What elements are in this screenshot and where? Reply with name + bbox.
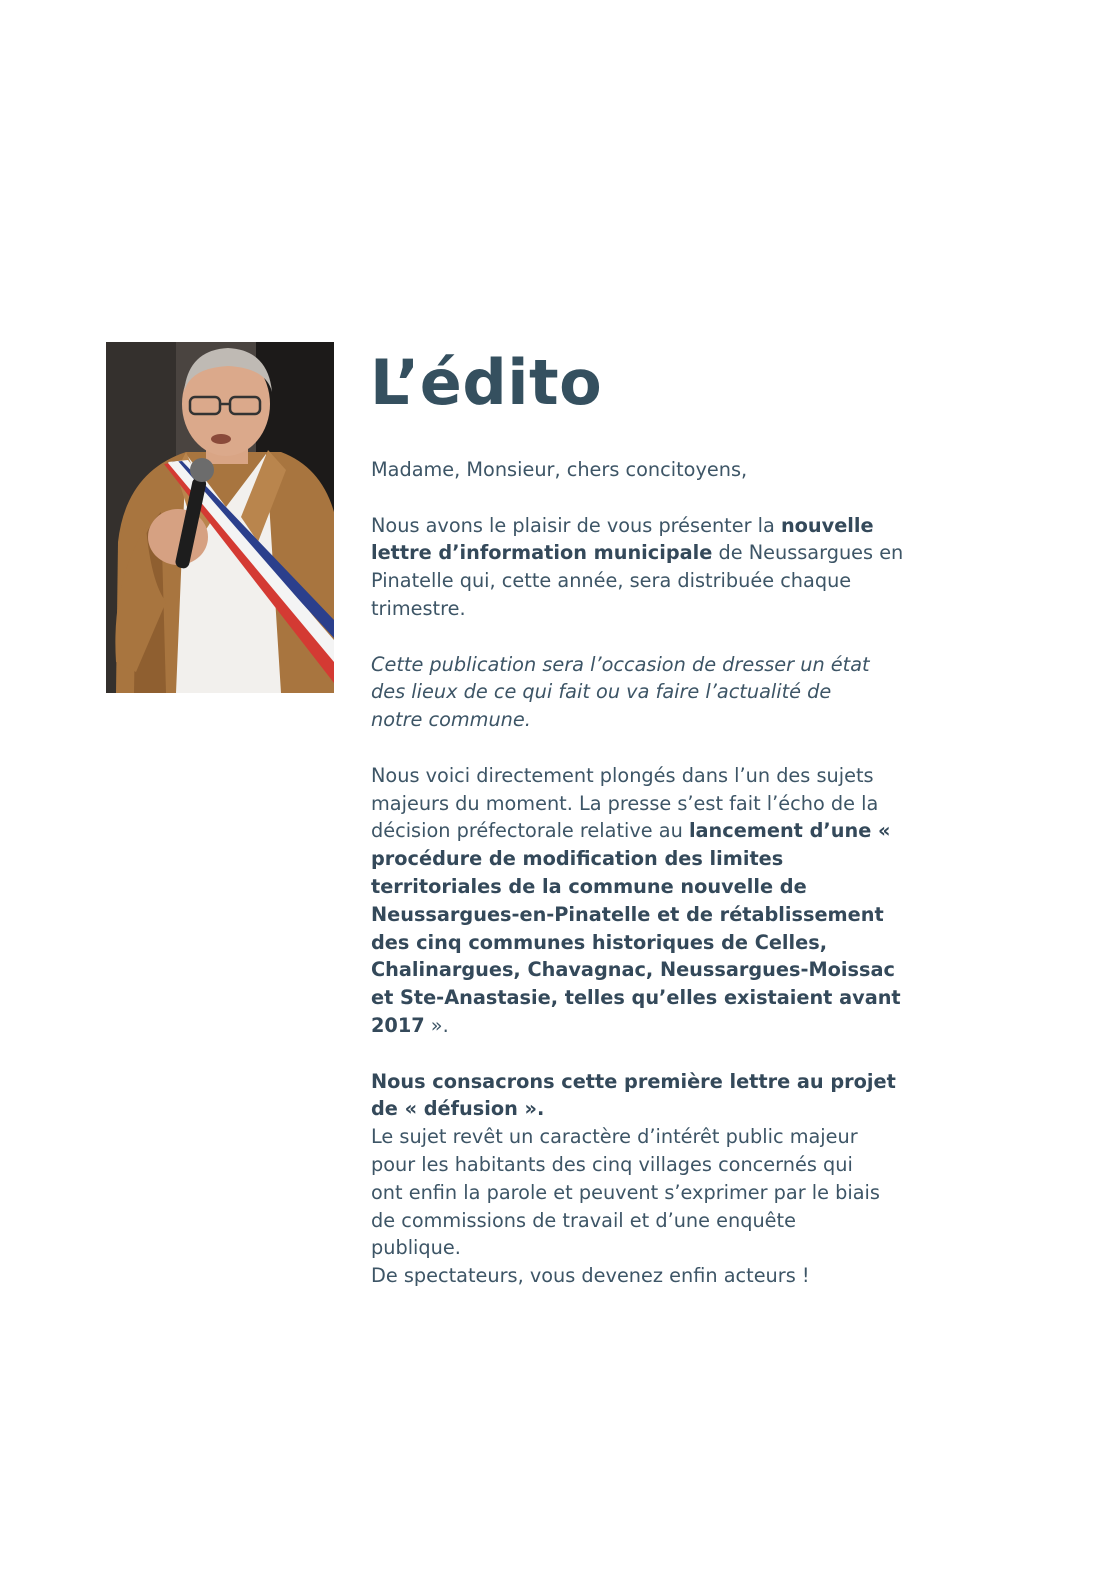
page-title: L’édito (370, 346, 603, 419)
paragraph-publication: Cette publication sera l’occasion de dresser un état des lieux de ce qui fait ou va faire l’actualité de notre commune. (371, 652, 870, 732)
mayor-photo (106, 342, 334, 693)
greeting: Madame, Monsieur, chers concitoyens, (371, 458, 748, 481)
paragraph-defusion: Nous consacrons cette première lettre au projet de « défusion ». Le sujet revêt un caractère d’intérêt public majeur pour les habitants des cinq villages concernés qui ont enfin la parole et peuvent s’exprimer par le biais de commissions de travail et d’une enquête publique. De spectateurs, vous devenez enfin acteurs ! (371, 1069, 896, 1288)
paragraph-procedure: Nous voici directement plongés dans l’un des sujets majeurs du moment. La presse s’est fait l’écho de la décision préfectorale relative au lancement d’une « procédure de modification des limites territoriales de la commune nouvelle de Neussargues-en-Pinatelle et de rétablissement des cinq communes historiques de Celles, Chalinargues, Chavagnac, Neussargues-Moissac et Ste-Anastasie, telles qu’elles existaient avant 2017 ». (371, 763, 901, 1037)
paragraph-intro: Nous avons le plaisir de vous présenter la nouvelle lettre d’information municipale de Neussargues en Pinatelle qui, cette année, sera distribuée chaque trimestre. (371, 513, 904, 620)
edito-body (371, 456, 971, 1290)
